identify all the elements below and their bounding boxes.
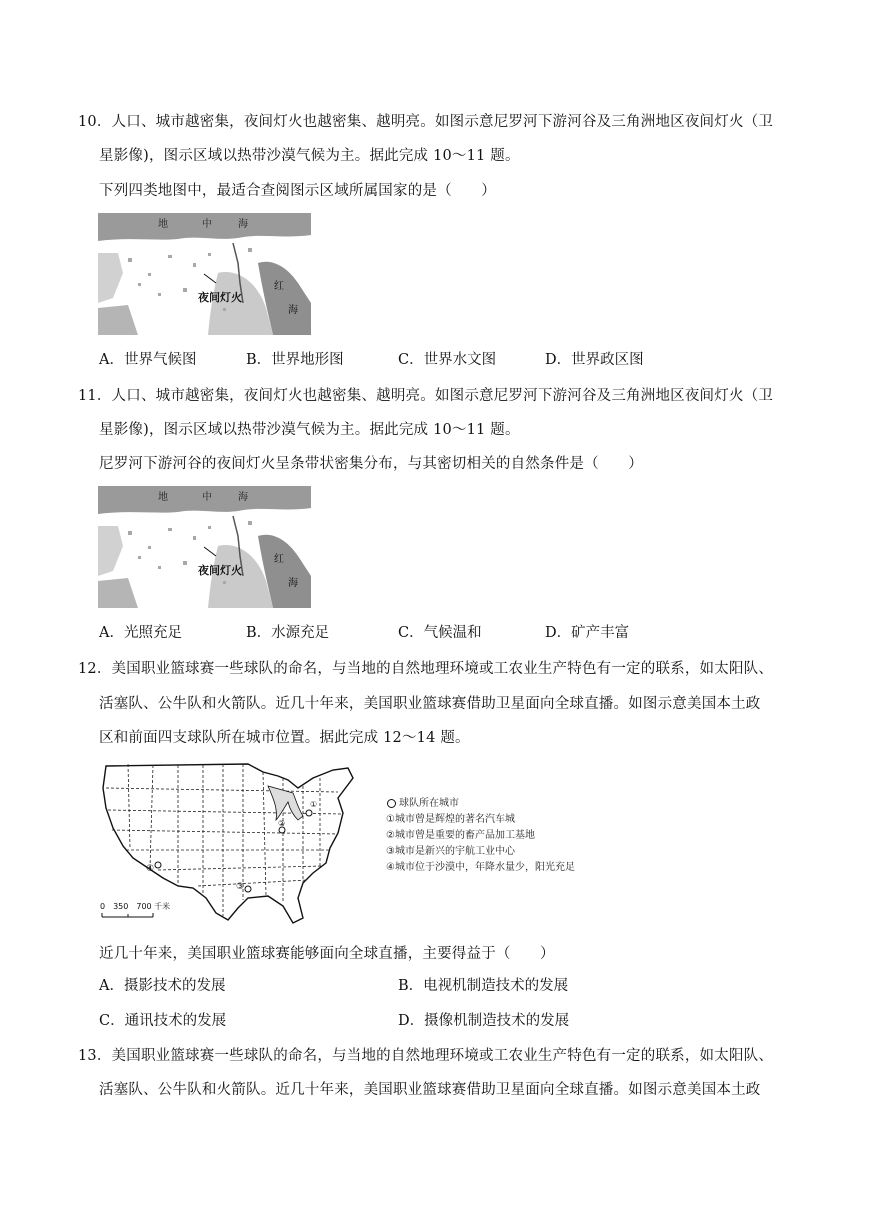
q12-stem-line3: 区和前面四支球队所在城市位置。据此完成 12～14 题。 [99,730,470,746]
nile-night-lights-map-2 [98,486,311,608]
sea-label-di: 地 [158,492,168,503]
q10-stem-line1: 10．人口、城市越密集，夜间灯火也越密集、越明亮。如图示意尼罗河下游河谷及三角洲地区夜间灯火（卫 [78,114,774,130]
marker-3: ③ [236,882,245,892]
sea-label-zhong: 中 [202,492,212,503]
sea-label-hai: 海 [238,492,248,503]
red-sea-label-hong: 红 [274,554,284,565]
q13-stem-line2: 活塞队、公牛队和火箭队。近几十年来，美国职业篮球赛借助卫星面向全球直播。如图示意美国本土政 [99,1082,761,1098]
q11-question: 尼罗河下游河谷的夜间灯火呈条带状密集分布，与其密切相关的自然条件是（ ） [99,456,643,472]
q12-stem-line1: 12．美国职业篮球赛一些球队的命名，与当地的自然地理环境或工农业生产特色有一定的联系，如太阳队、 [78,661,774,677]
q10-option-c[interactable]: C．世界水文图 [398,352,497,368]
q12-option-b[interactable]: B．电视机制造技术的发展 [398,978,569,994]
marker-4: ④ [146,864,155,874]
night-lights-label: 夜间灯火 [198,564,242,577]
q10-stem-line2: 星影像)，图示区域以热带沙漠气候为主。据此完成 10～11 题。 [99,148,520,164]
q11-stem-line2: 星影像)，图示区域以热带沙漠气候为主。据此完成 10～11 题。 [99,422,520,438]
q10-option-a[interactable]: A．世界气候图 [99,352,197,368]
legend-item-1: ①城市曾是辉煌的著名汽车城 [386,814,515,825]
map-scale-label: 0 350 700 千米 [100,902,171,911]
nile-night-lights-map-1 [98,213,311,335]
sea-label-di: 地 [158,219,168,230]
q12-question: 近几十年来，美国职业篮球赛能够面向全球直播，主要得益于（ ） [99,946,555,962]
q10-question: 下列四类地图中，最适合查阅图示区域所属国家的是（ ） [99,183,496,199]
marker-2: ② [278,819,286,828]
legend-item-4: ④城市位于沙漠中，年降水量少，阳光充足 [386,862,575,873]
legend-team-city: 球队所在城市 [399,798,459,809]
sea-label-hai: 海 [238,219,248,230]
red-sea-label-hong: 红 [274,281,284,292]
legend-item-2: ②城市曾是重要的畜产品加工基地 [386,830,535,841]
usa-states-map [98,758,360,928]
q12-option-c[interactable]: C．通讯技术的发展 [99,1013,227,1029]
q11-option-c[interactable]: C．气候温和 [398,625,482,641]
q12-stem-line2: 活塞队、公牛队和火箭队。近几十年来，美国职业篮球赛借助卫星面向全球直播。如图示意美国本土政 [99,696,761,712]
map-legend [386,797,575,877]
q12-option-a[interactable]: A．摄影技术的发展 [99,978,226,994]
q11-option-d[interactable]: D．矿产丰富 [545,625,630,641]
sea-label-zhong: 中 [202,219,212,230]
q12-option-d[interactable]: D．摄像机制造技术的发展 [398,1013,570,1029]
red-sea-label-hai: 海 [288,305,298,316]
marker-1: ① [310,800,318,809]
q11-stem-line1: 11．人口、城市越密集，夜间灯火也越密集、越明亮。如图示意尼罗河下游河谷及三角洲地区夜间灯火（卫 [78,388,774,404]
legend-item-3: ③城市是新兴的宇航工业中心 [386,846,515,857]
red-sea-label-hai: 海 [288,578,298,589]
q10-option-d[interactable]: D．世界政区图 [545,352,644,368]
team-city-marker-icon [387,799,396,808]
q11-option-b[interactable]: B．水源充足 [246,625,330,641]
q13-stem-line1: 13．美国职业篮球赛一些球队的命名，与当地的自然地理环境或工农业生产特色有一定的联系，如太阳队、 [78,1048,774,1064]
q10-option-b[interactable]: B．世界地形图 [246,352,344,368]
q11-option-a[interactable]: A．光照充足 [99,625,182,641]
night-lights-label: 夜间灯火 [198,291,242,304]
